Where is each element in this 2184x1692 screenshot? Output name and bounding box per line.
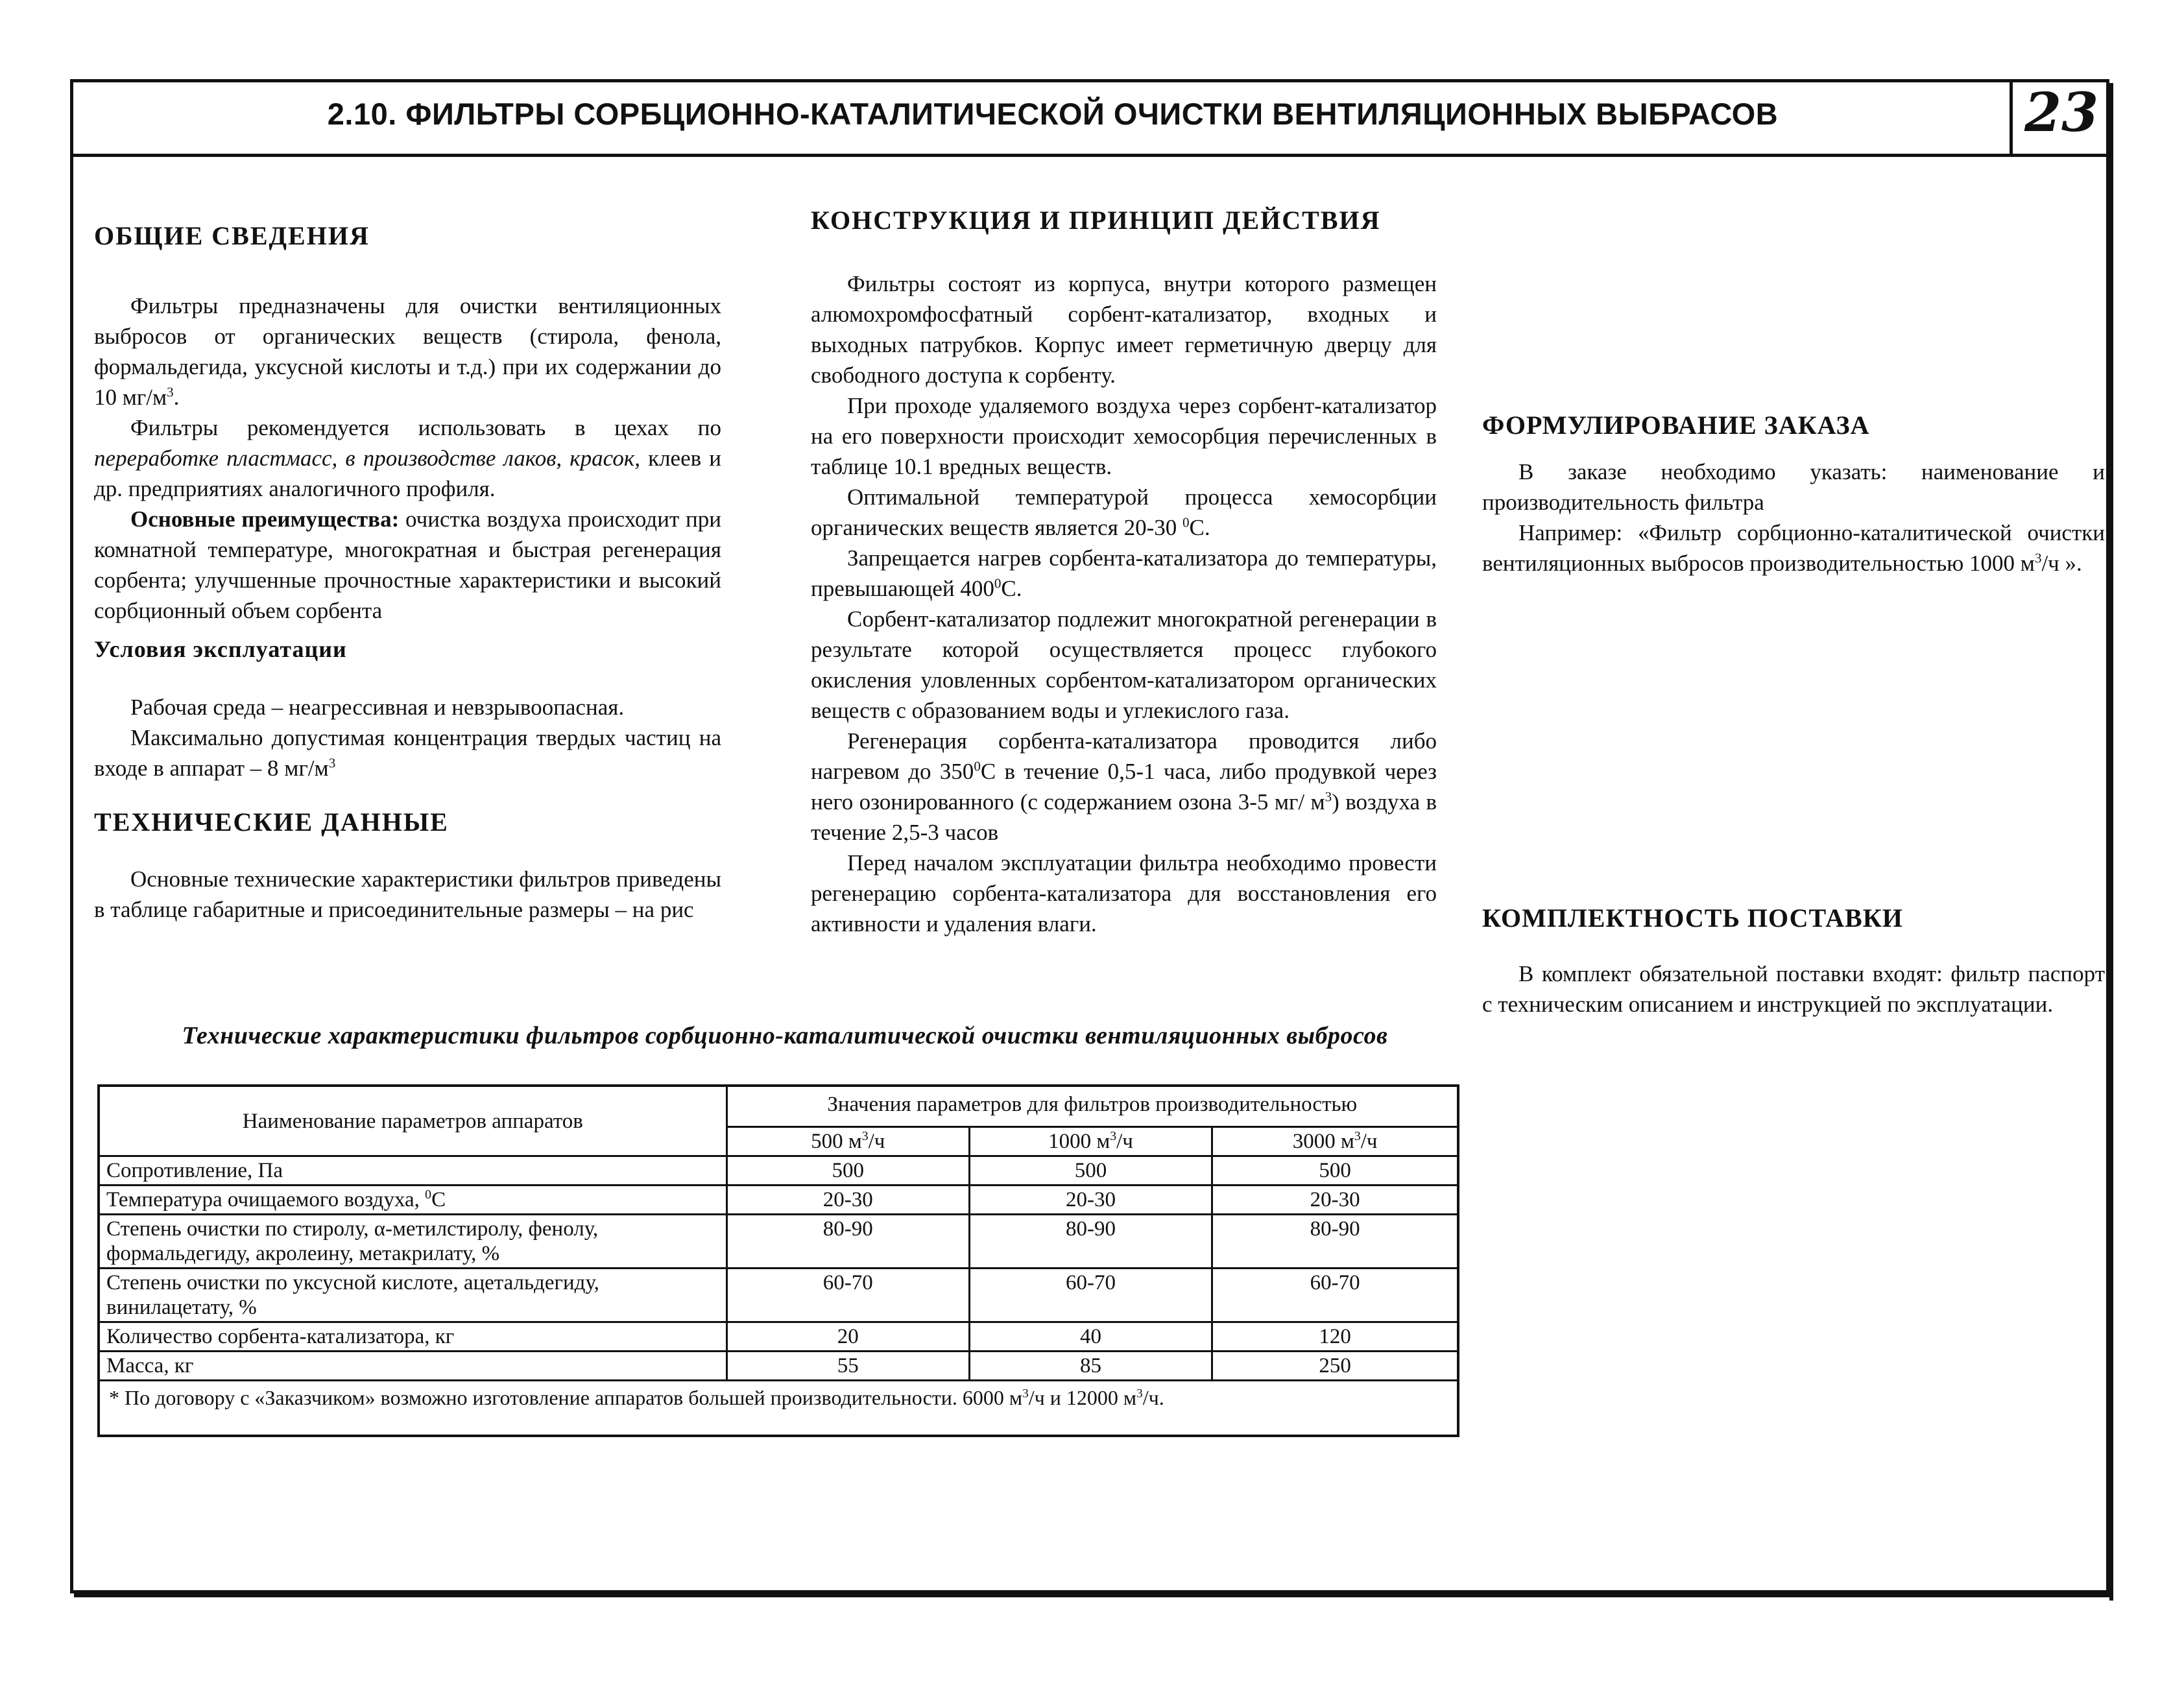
values-header: Значения параметров для фильтров производительностью [726, 1086, 1458, 1127]
page-title: 2.10. ФИЛЬТРЫ СОРБЦИОННО-КАТАЛИТИЧЕСКОЙ ОЧИСТКИ ВЕНТИЛЯЦИОННЫХ ВЫБРАСОВ [327, 97, 1779, 131]
cell-500: 20 [726, 1322, 969, 1352]
table-row [99, 1156, 1458, 1186]
operation-heading: Условия эксплуатации [94, 636, 347, 662]
cell-3000: 500 [1212, 1156, 1458, 1186]
right-column-delivery [1482, 903, 2105, 1019]
col-header-500: 500 $м^3/ч$ [726, 1127, 969, 1156]
table-row [99, 1322, 1458, 1352]
col-header-1000: 1000 $м^3/ч$ [969, 1127, 1212, 1156]
cell-1000: 500 [969, 1156, 1212, 1186]
right-column [1482, 410, 2105, 578]
table-footnote: * По договору с «Заказчиком» возможно изготовление аппаратов большей производительности. 6000 $м^3/ч$ и 12000 $м^3/ч$. [99, 1381, 1458, 1436]
general-paragraph-2: Фильтры рекомендуется использовать в цехах по переработке пластмасс, в производстве лаков, красок, клеев и др. предприятиях аналогичного профиля. [94, 415, 722, 501]
row-label: Температура очищаемого воздуха, $^0$С [99, 1186, 726, 1215]
order-heading: ФОРМУЛИРОВАНИЕ ЗАКАЗА [1482, 411, 1870, 440]
cell-1000: 60-70 [969, 1269, 1212, 1322]
header-bar [70, 79, 2109, 157]
construction-paragraph-5: Сорбент-катализатор подлежит многократной регенерации в результате которой осуществляется процесс глубокого окисления уловленных сорбентом-катализатором органических веществ с образованием воды и углекислого газа. [811, 606, 1437, 723]
cell-500: 55 [726, 1352, 969, 1381]
cell-500: 60-70 [726, 1269, 969, 1322]
col-header-3000: 3000 $м^3/ч$ [1212, 1127, 1458, 1156]
page-number: 23 [2024, 82, 2099, 144]
table-footnote-row [99, 1381, 1458, 1436]
table-row [99, 1352, 1458, 1381]
construction-paragraph-3: Оптимальной температурой процесса хемосорбции органических веществ является 20-30 $^0$С. [811, 484, 1437, 540]
operation-paragraph-1: Рабочая среда – неагрессивная и невзрывоопасная. [130, 695, 625, 720]
general-paragraph-3: Основные преимущества: очистка воздуха происходит при комнатной температуре, многократная и быстрая регенерация сорбента; улучшенные прочностные характеристики и высокий сорбционный объем сорбента [94, 506, 721, 623]
cell-500: 20-30 [726, 1186, 969, 1215]
table-row [99, 1215, 1458, 1269]
cell-1000: 80-90 [969, 1215, 1212, 1269]
cell-3000: 80-90 [1212, 1215, 1458, 1269]
delivery-paragraph-1: В комплект обязательной поставки входят: фильтр паспорт с техническим описанием и инструкцией по эксплуатации. [1482, 961, 2105, 1017]
order-paragraph-2: Например: «Фильтр сорбционно-каталитической очистки вентиляционных выбросов производительностью 1000 $м^3/ч$ ». [1482, 520, 2105, 576]
table-header-row [99, 1086, 1458, 1127]
construction-paragraph-6: Регенерация сорбента-катализатора проводится либо нагревом до $350^0С$ в течение 0,5-1 часа, либо продувкой через него озонированного (с содержанием озона 3-5 мг/ $м^3$) воздуха в течение 2,5-3 часов [811, 728, 1437, 845]
general-heading: ОБЩИЕ СВЕДЕНИЯ [94, 221, 370, 250]
cell-3000: 20-30 [1212, 1186, 1458, 1215]
page-number-box [2010, 79, 2109, 157]
cell-3000: 120 [1212, 1322, 1458, 1352]
row-label: Количество сорбента-катализатора, кг [99, 1322, 726, 1352]
param-header: Наименование параметров аппаратов [99, 1086, 726, 1156]
cell-500: 80-90 [726, 1215, 969, 1269]
technical-paragraph-1: Основные технические характеристики фильтров приведены в таблице габаритные и присоединительные размеры – на рис [94, 866, 721, 922]
operation-paragraph-2: Максимально допустимая концентрация твердых частиц на входе в аппарат – 8 $мг/м^3$ [94, 725, 721, 781]
cell-500: 500 [726, 1156, 969, 1186]
left-column [94, 220, 721, 925]
construction-paragraph-2: При проходе удаляемого воздуха через сорбент-катализатор на его поверхности происходит хемосорбция перечисленных в таблице 10.1 вредных веществ. [811, 393, 1437, 479]
row-label: Степень очистки по уксусной кислоте, ацетальдегиду, винилацетату, % [99, 1269, 726, 1322]
spec-table [97, 1084, 1459, 1437]
row-label: Степень очистки по стиролу, α-метилстиролу, фенолу, формальдегиду, акролеину, метакрилату, % [99, 1215, 726, 1269]
cell-3000: 60-70 [1212, 1269, 1458, 1322]
cell-1000: 85 [969, 1352, 1212, 1381]
general-paragraph-1: Фильтры предназначены для очистки вентиляционных выбросов от органических веществ (стирола, фенола, формальдегида, уксусной кислоты и т.д.) при их содержании до 10 $мг/м^3$. [94, 293, 721, 410]
construction-heading: КОНСТРУКЦИЯ И ПРИНЦИП ДЕЙСТВИЯ [811, 206, 1381, 235]
frame-shadow-bottom [74, 1593, 2113, 1597]
construction-paragraph-7: Перед началом эксплуатации фильтра необходимо провести регенерацию сорбента-катализатора для восстановления его активности и удаления влаги. [811, 850, 1437, 936]
order-paragraph-1: В заказе необходимо указать: наименование и производительность фильтра [1482, 459, 2105, 515]
delivery-heading: КОМПЛЕКТНОСТЬ ПОСТАВКИ [1482, 903, 1903, 933]
cell-3000: 250 [1212, 1352, 1458, 1381]
table-caption: Технические характеристики фильтров сорбционно-каталитической очистки вентиляционных выбросов [182, 1022, 1388, 1049]
construction-paragraph-4: Запрещается нагрев сорбента-катализатора до температуры, превышающей $400^0С$. [811, 545, 1437, 601]
cell-1000: 40 [969, 1322, 1212, 1352]
table-row [99, 1186, 1458, 1215]
construction-paragraph-1: Фильтры состоят из корпуса, внутри которого размещен алюмохромфосфатный сорбент-катализатор, входных и выходных патрубков. Корпус имеет герметичную дверцу для свободного доступа к сорбенту. [811, 271, 1437, 388]
row-label: Масса, кг [99, 1352, 726, 1381]
frame-shadow-right [2109, 83, 2113, 1601]
technical-heading: ТЕХНИЧЕСКИЕ ДАННЫЕ [94, 807, 449, 837]
table-row [99, 1269, 1458, 1322]
cell-1000: 20-30 [969, 1186, 1212, 1215]
row-label: Сопротивление, Па [99, 1156, 726, 1186]
middle-column [811, 205, 1437, 939]
